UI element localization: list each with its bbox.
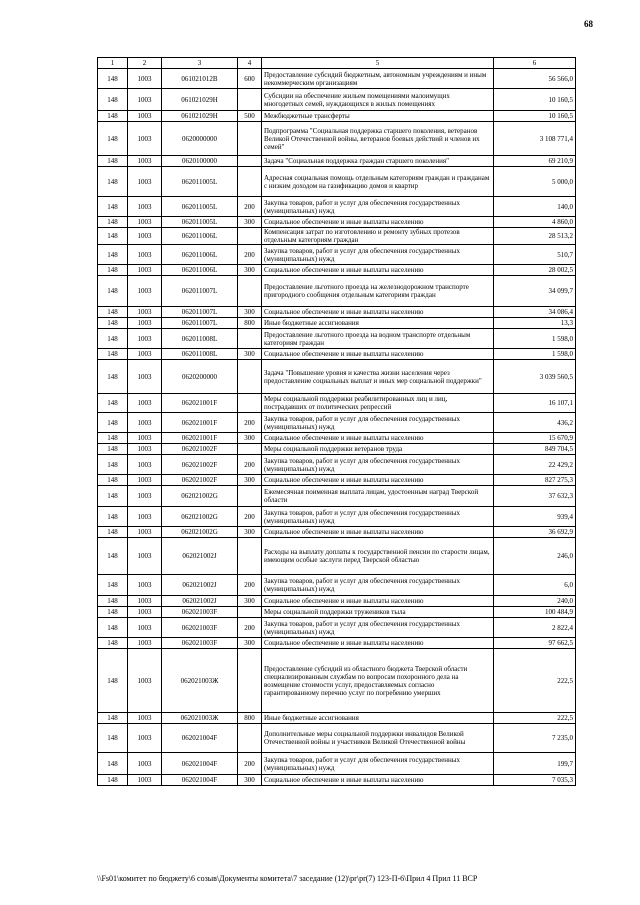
code-cell-3: 062021002F <box>162 444 238 455</box>
code-cell-2: 1003 <box>128 638 162 649</box>
table-row <box>98 649 576 713</box>
description-cell: Социальное обеспечение и иные выплаты населению <box>262 527 494 538</box>
amount-cell: 36 692,9 <box>494 527 576 538</box>
table-row <box>98 394 576 413</box>
code-cell-4: 200 <box>238 753 262 775</box>
table-row <box>98 69 576 89</box>
code-cell-4: 300 <box>238 775 262 786</box>
code-cell-1: 148 <box>98 318 128 329</box>
code-cell-1: 148 <box>98 122 128 156</box>
amount-cell: 22 429,2 <box>494 455 576 475</box>
amount-cell: 69 210,9 <box>494 156 576 167</box>
amount-cell: 13,3 <box>494 318 576 329</box>
table-row <box>98 89 576 111</box>
code-cell-3: 062021003Ж <box>162 649 238 713</box>
code-cell-1: 148 <box>98 444 128 455</box>
code-cell-4: 300 <box>238 433 262 444</box>
code-cell-4: 300 <box>238 307 262 318</box>
table-row <box>98 527 576 538</box>
code-cell-2: 1003 <box>128 111 162 122</box>
code-cell-1: 148 <box>98 156 128 167</box>
code-cell-2: 1003 <box>128 276 162 307</box>
code-cell-3: 062021004F <box>162 724 238 753</box>
description-cell: Закупка товаров, работ и услуг для обеспечения государственных (муниципальных) нужд <box>262 618 494 638</box>
code-cell-2: 1003 <box>128 618 162 638</box>
amount-cell: 97 662,5 <box>494 638 576 649</box>
description-cell: Иные бюджетные ассигнования <box>262 713 494 724</box>
description-cell: Закупка товаров, работ и услуг для обеспечения государственных (муниципальных) нужд <box>262 455 494 475</box>
code-cell-3: 061021029Н <box>162 89 238 111</box>
code-cell-2: 1003 <box>128 753 162 775</box>
amount-cell: 2 822,4 <box>494 618 576 638</box>
footer-file-path: \\Fs01\комитет по бюджету\6 созыв\Документы комитета\7 заседание (12)\pr\pr(7) 123-П-6\Прил 4 Прил 11 ВСР <box>97 874 478 883</box>
amount-cell: 140,0 <box>494 197 576 217</box>
code-cell-4 <box>238 649 262 713</box>
code-cell-3: 062021003Ж <box>162 713 238 724</box>
amount-cell: 100 484,9 <box>494 607 576 618</box>
code-cell-3: 061021012В <box>162 69 238 89</box>
code-cell-1: 148 <box>98 618 128 638</box>
code-cell-3: 062021001F <box>162 413 238 433</box>
table-row <box>98 507 576 527</box>
table-row <box>98 538 576 575</box>
code-cell-3: 062021002J <box>162 596 238 607</box>
code-cell-1: 148 <box>98 111 128 122</box>
table-row <box>98 724 576 753</box>
description-cell: Предоставление льготного проезда на железнодорожном транспорте пригородного сообщения отдельным категориям граждан <box>262 276 494 307</box>
description-cell: Социальное обеспечение и иные выплаты населению <box>262 775 494 786</box>
code-cell-1: 148 <box>98 265 128 276</box>
code-cell-1: 148 <box>98 607 128 618</box>
table-row <box>98 245 576 265</box>
code-cell-4: 200 <box>238 618 262 638</box>
code-cell-1: 148 <box>98 775 128 786</box>
code-cell-1: 148 <box>98 713 128 724</box>
code-cell-1: 148 <box>98 455 128 475</box>
code-cell-1: 148 <box>98 649 128 713</box>
code-cell-3: 062021002J <box>162 538 238 575</box>
amount-cell: 849 704,5 <box>494 444 576 455</box>
header-cell: 1 <box>98 58 128 69</box>
code-cell-2: 1003 <box>128 89 162 111</box>
code-cell-4: 200 <box>238 413 262 433</box>
code-cell-1: 148 <box>98 507 128 527</box>
table-row <box>98 349 576 360</box>
description-cell: Предоставление субсидий из областного бюджета Тверской области специализированным службам по вопросам похоронного дела на возмещение стоимости услуг, предоставляемых согласно гарантированному перечню услуг по погребению умерших <box>262 649 494 713</box>
code-cell-4 <box>238 394 262 413</box>
code-cell-2: 1003 <box>128 455 162 475</box>
amount-cell: 28 513,2 <box>494 228 576 245</box>
amount-cell: 246,0 <box>494 538 576 575</box>
code-cell-2: 1003 <box>128 69 162 89</box>
code-cell-3: 062021002G <box>162 507 238 527</box>
description-cell: Меры социальной поддержки ветеранов труда <box>262 444 494 455</box>
table-header-row <box>98 58 576 69</box>
code-cell-3: 062011007L <box>162 318 238 329</box>
amount-cell: 827 275,3 <box>494 475 576 486</box>
code-cell-4 <box>238 724 262 753</box>
budget-table <box>97 57 576 786</box>
code-cell-3: 062021002J <box>162 575 238 596</box>
amount-cell: 34 086,4 <box>494 307 576 318</box>
code-cell-4: 500 <box>238 111 262 122</box>
code-cell-4: 300 <box>238 349 262 360</box>
description-cell: Социальное обеспечение и иные выплаты населению <box>262 217 494 228</box>
description-cell: Социальное обеспечение и иные выплаты населению <box>262 475 494 486</box>
description-cell: Социальное обеспечение и иные выплаты населению <box>262 596 494 607</box>
code-cell-1: 148 <box>98 394 128 413</box>
table-row <box>98 753 576 775</box>
amount-cell: 56 566,0 <box>494 69 576 89</box>
header-cell: 6 <box>494 58 576 69</box>
code-cell-4 <box>238 156 262 167</box>
code-cell-1: 148 <box>98 596 128 607</box>
code-cell-1: 148 <box>98 753 128 775</box>
description-cell: Закупка товаров, работ и услуг для обеспечения государственных (муниципальных) нужд <box>262 413 494 433</box>
code-cell-2: 1003 <box>128 413 162 433</box>
code-cell-1: 148 <box>98 307 128 318</box>
table-row <box>98 329 576 349</box>
code-cell-1: 148 <box>98 197 128 217</box>
description-cell: Закупка товаров, работ и услуг для обеспечения государственных (муниципальных) нужд <box>262 753 494 775</box>
description-cell: Расходы на выплату доплаты к государственной пенсии по старости лицам, имеющим особые заслуги перед Тверской областью <box>262 538 494 575</box>
table-row <box>98 122 576 156</box>
header-cell: 2 <box>128 58 162 69</box>
code-cell-3: 062021002G <box>162 486 238 507</box>
page-number: 68 <box>584 19 593 29</box>
code-cell-1: 148 <box>98 69 128 89</box>
amount-cell: 939,4 <box>494 507 576 527</box>
table-row <box>98 444 576 455</box>
amount-cell: 7 235,0 <box>494 724 576 753</box>
amount-cell: 34 099,7 <box>494 276 576 307</box>
code-cell-3: 062011006L <box>162 265 238 276</box>
table-row <box>98 111 576 122</box>
table-row <box>98 413 576 433</box>
description-cell: Межбюджетные трансферты <box>262 111 494 122</box>
code-cell-4 <box>238 167 262 197</box>
code-cell-3: 062011005L <box>162 197 238 217</box>
code-cell-3: 062021002F <box>162 475 238 486</box>
code-cell-1: 148 <box>98 360 128 394</box>
code-cell-4: 200 <box>238 575 262 596</box>
header-cell: 5 <box>262 58 494 69</box>
table-row <box>98 360 576 394</box>
code-cell-2: 1003 <box>128 394 162 413</box>
table-row <box>98 197 576 217</box>
code-cell-4: 600 <box>238 69 262 89</box>
code-cell-1: 148 <box>98 349 128 360</box>
code-cell-2: 1003 <box>128 607 162 618</box>
table-row <box>98 607 576 618</box>
code-cell-3: 062021004F <box>162 775 238 786</box>
table-row <box>98 156 576 167</box>
code-cell-4 <box>238 89 262 111</box>
table-row <box>98 455 576 475</box>
code-cell-2: 1003 <box>128 349 162 360</box>
amount-cell: 3 039 560,5 <box>494 360 576 394</box>
table-row <box>98 575 576 596</box>
code-cell-3: 062021003F <box>162 618 238 638</box>
description-cell: Социальное обеспечение и иные выплаты населению <box>262 265 494 276</box>
table-row <box>98 638 576 649</box>
code-cell-2: 1003 <box>128 122 162 156</box>
table-row <box>98 433 576 444</box>
code-cell-4 <box>238 607 262 618</box>
code-cell-2: 1003 <box>128 245 162 265</box>
code-cell-1: 148 <box>98 638 128 649</box>
description-cell: Предоставление субсидий бюджетным, автономным учреждениям и иным некоммерческим организациям <box>262 69 494 89</box>
table-row <box>98 276 576 307</box>
code-cell-4: 300 <box>238 596 262 607</box>
code-cell-4 <box>238 228 262 245</box>
code-cell-2: 1003 <box>128 265 162 276</box>
amount-cell: 240,0 <box>494 596 576 607</box>
code-cell-4 <box>238 360 262 394</box>
code-cell-1: 148 <box>98 538 128 575</box>
code-cell-4: 300 <box>238 475 262 486</box>
table-row <box>98 475 576 486</box>
header-cell: 4 <box>238 58 262 69</box>
code-cell-4: 200 <box>238 245 262 265</box>
code-cell-4 <box>238 486 262 507</box>
description-cell: Социальное обеспечение и иные выплаты населению <box>262 433 494 444</box>
code-cell-1: 148 <box>98 217 128 228</box>
description-cell: Иные бюджетные ассигнования <box>262 318 494 329</box>
code-cell-2: 1003 <box>128 167 162 197</box>
amount-cell: 28 002,5 <box>494 265 576 276</box>
code-cell-2: 1003 <box>128 475 162 486</box>
table-row <box>98 265 576 276</box>
amount-cell: 1 598,0 <box>494 329 576 349</box>
table-row <box>98 596 576 607</box>
code-cell-2: 1003 <box>128 360 162 394</box>
code-cell-4: 200 <box>238 455 262 475</box>
amount-cell: 3 108 771,4 <box>494 122 576 156</box>
amount-cell: 6,0 <box>494 575 576 596</box>
code-cell-2: 1003 <box>128 217 162 228</box>
amount-cell: 5 000,0 <box>494 167 576 197</box>
code-cell-3: 062021001F <box>162 433 238 444</box>
code-cell-4 <box>238 444 262 455</box>
code-cell-3: 062011007L <box>162 307 238 318</box>
code-cell-4: 300 <box>238 265 262 276</box>
description-cell: Социальное обеспечение и иные выплаты населению <box>262 349 494 360</box>
code-cell-3: 062021003F <box>162 607 238 618</box>
code-cell-2: 1003 <box>128 538 162 575</box>
code-cell-1: 148 <box>98 486 128 507</box>
code-cell-4 <box>238 276 262 307</box>
amount-cell: 1 598,0 <box>494 349 576 360</box>
code-cell-3: 062011006L <box>162 228 238 245</box>
description-cell: Дополнительные меры социальной поддержки инвалидов Великой Отечественной войны и участников Великой Отечественной войны <box>262 724 494 753</box>
code-cell-4: 300 <box>238 638 262 649</box>
amount-cell: 199,7 <box>494 753 576 775</box>
table-row <box>98 167 576 197</box>
code-cell-4: 300 <box>238 217 262 228</box>
code-cell-1: 148 <box>98 276 128 307</box>
description-cell: Закупка товаров, работ и услуг для обеспечения государственных (муниципальных) нужд <box>262 507 494 527</box>
table-row <box>98 228 576 245</box>
code-cell-1: 148 <box>98 433 128 444</box>
description-cell: Меры социальной поддержки реабилитированных лиц и лиц, пострадавших от политических репрессий <box>262 394 494 413</box>
description-cell: Закупка товаров, работ и услуг для обеспечения государственных (муниципальных) нужд <box>262 197 494 217</box>
code-cell-1: 148 <box>98 413 128 433</box>
table-row <box>98 318 576 329</box>
code-cell-3: 062021003F <box>162 638 238 649</box>
description-cell: Закупка товаров, работ и услуг для обеспечения государственных (муниципальных) нужд <box>262 575 494 596</box>
description-cell: Социальное обеспечение и иные выплаты населению <box>262 307 494 318</box>
code-cell-3: 062011008L <box>162 349 238 360</box>
amount-cell: 436,2 <box>494 413 576 433</box>
description-cell: Меры социальной поддержки тружеников тыла <box>262 607 494 618</box>
code-cell-1: 148 <box>98 724 128 753</box>
code-cell-1: 148 <box>98 167 128 197</box>
code-cell-2: 1003 <box>128 596 162 607</box>
table-row <box>98 775 576 786</box>
code-cell-4: 800 <box>238 713 262 724</box>
code-cell-4 <box>238 329 262 349</box>
code-cell-2: 1003 <box>128 228 162 245</box>
amount-cell: 510,7 <box>494 245 576 265</box>
code-cell-2: 1003 <box>128 775 162 786</box>
code-cell-3: 062011006L <box>162 245 238 265</box>
code-cell-4 <box>238 538 262 575</box>
code-cell-1: 148 <box>98 475 128 486</box>
amount-cell: 15 670,9 <box>494 433 576 444</box>
code-cell-4: 800 <box>238 318 262 329</box>
description-cell: Ежемесячная поименная выплата лицам, удостоенным наград Тверской области <box>262 486 494 507</box>
code-cell-2: 1003 <box>128 318 162 329</box>
code-cell-4 <box>238 122 262 156</box>
description-cell: Подпрограмма "Социальная поддержка старшего поколения, ветеранов Великой Отечественной войны, ветеранов боевых действий и членов их семей" <box>262 122 494 156</box>
amount-cell: 222,5 <box>494 649 576 713</box>
code-cell-1: 148 <box>98 89 128 111</box>
code-cell-3: 062011005L <box>162 217 238 228</box>
code-cell-1: 148 <box>98 575 128 596</box>
code-cell-2: 1003 <box>128 507 162 527</box>
code-cell-2: 1003 <box>128 713 162 724</box>
code-cell-2: 1003 <box>128 724 162 753</box>
code-cell-2: 1003 <box>128 575 162 596</box>
code-cell-3: 062021002F <box>162 455 238 475</box>
description-cell: Компенсация затрат по изготовлению и ремонту зубных протезов отдельным категориям граждан <box>262 228 494 245</box>
code-cell-1: 148 <box>98 329 128 349</box>
code-cell-2: 1003 <box>128 307 162 318</box>
amount-cell: 16 107,1 <box>494 394 576 413</box>
code-cell-3: 062021004F <box>162 753 238 775</box>
description-cell: Предоставление льготного проезда на водном транспорте отдельным категориям граждан <box>262 329 494 349</box>
code-cell-2: 1003 <box>128 649 162 713</box>
code-cell-4: 300 <box>238 527 262 538</box>
code-cell-3: 0620000000 <box>162 122 238 156</box>
code-cell-3: 062021002G <box>162 527 238 538</box>
table-row <box>98 713 576 724</box>
header-cell: 3 <box>162 58 238 69</box>
code-cell-2: 1003 <box>128 329 162 349</box>
description-cell: Задача "Повышение уровня и качества жизни населения через предоставление социальных выплат и иных мер социальной поддержки" <box>262 360 494 394</box>
amount-cell: 10 160,5 <box>494 111 576 122</box>
code-cell-3: 0620200000 <box>162 360 238 394</box>
code-cell-2: 1003 <box>128 486 162 507</box>
code-cell-2: 1003 <box>128 527 162 538</box>
code-cell-2: 1003 <box>128 156 162 167</box>
description-cell: Социальное обеспечение и иные выплаты населению <box>262 638 494 649</box>
description-cell: Закупка товаров, работ и услуг для обеспечения государственных (муниципальных) нужд <box>262 245 494 265</box>
code-cell-4: 200 <box>238 197 262 217</box>
table-row <box>98 217 576 228</box>
table-row <box>98 486 576 507</box>
code-cell-2: 1003 <box>128 197 162 217</box>
amount-cell: 7 035,3 <box>494 775 576 786</box>
description-cell: Задача "Социальная поддержка граждан старшего поколения" <box>262 156 494 167</box>
code-cell-4: 200 <box>238 507 262 527</box>
amount-cell: 4 860,0 <box>494 217 576 228</box>
description-cell: Адресная социальная помощь отдельным категориям граждан и гражданам с низким доходом на газификацию домов и квартир <box>262 167 494 197</box>
description-cell: Субсидии на обеспечение жильем помещениями малоимущих многодетных семей, нуждающихся в жилых помещениях <box>262 89 494 111</box>
code-cell-3: 062011005L <box>162 167 238 197</box>
code-cell-3: 062011008L <box>162 329 238 349</box>
code-cell-3: 061021029Н <box>162 111 238 122</box>
code-cell-3: 062021001F <box>162 394 238 413</box>
amount-cell: 37 632,3 <box>494 486 576 507</box>
code-cell-2: 1003 <box>128 444 162 455</box>
code-cell-3: 0620100000 <box>162 156 238 167</box>
code-cell-3: 062011007L <box>162 276 238 307</box>
amount-cell: 10 160,5 <box>494 89 576 111</box>
code-cell-1: 148 <box>98 245 128 265</box>
table-row <box>98 618 576 638</box>
amount-cell: 222,5 <box>494 713 576 724</box>
code-cell-1: 148 <box>98 527 128 538</box>
code-cell-1: 148 <box>98 228 128 245</box>
code-cell-2: 1003 <box>128 433 162 444</box>
table-row <box>98 307 576 318</box>
